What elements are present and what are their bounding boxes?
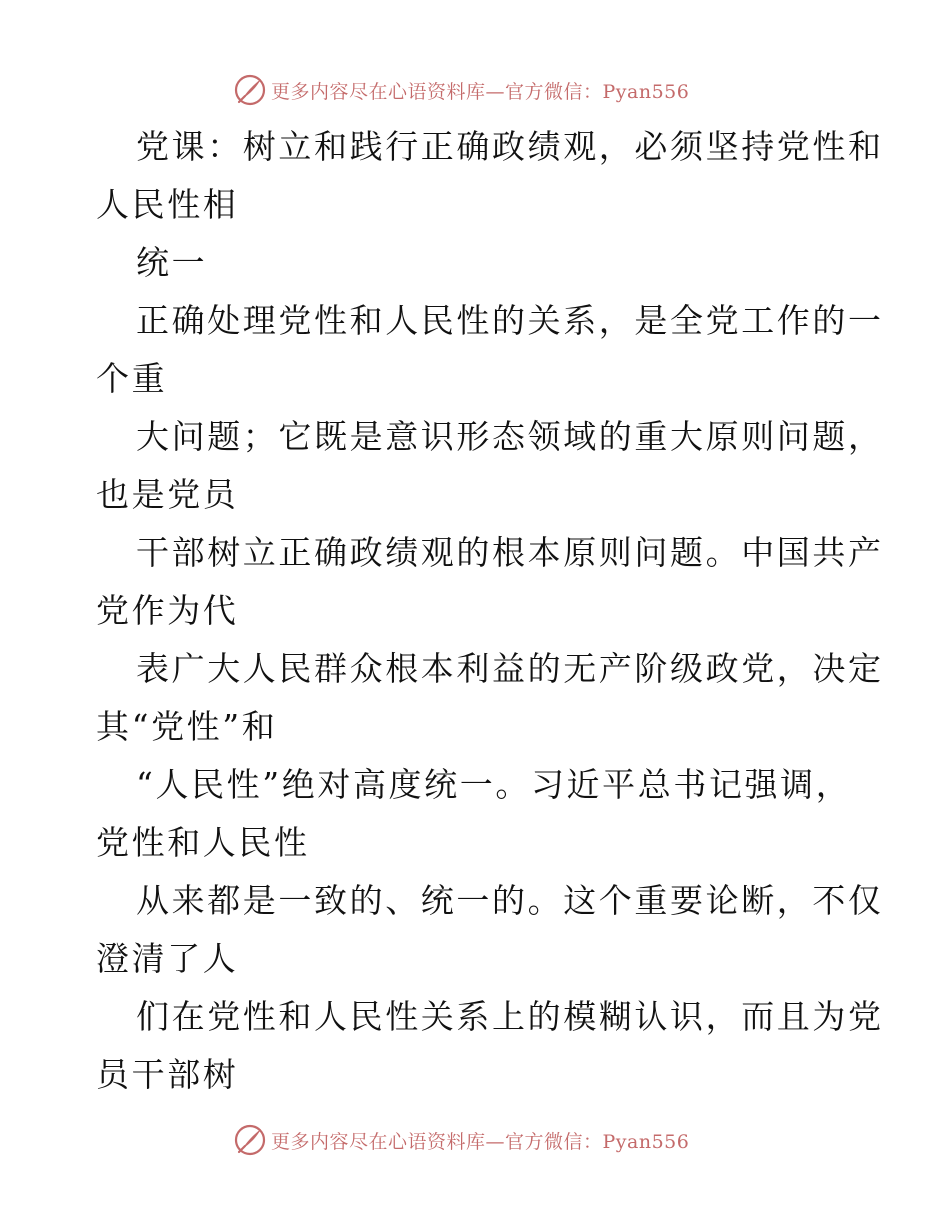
body-line: 个重 <box>96 359 168 398</box>
body-line: 其“党性”和 <box>96 707 278 746</box>
body-line: 们在党性和人民性关系上的模糊认识，而且为党 <box>136 997 884 1036</box>
header-watermark <box>233 70 689 110</box>
body-line: 党课：树立和践行正确政绩观，必须坚持党性和 <box>136 127 884 166</box>
body-line: 也是党员 <box>96 475 239 514</box>
quill-circle-logo-icon <box>233 73 267 107</box>
body-line: 统一 <box>136 243 208 282</box>
body-line: 澄清了人 <box>96 939 239 978</box>
body-line: 表广大人民群众根本利益的无产阶级政党，决定 <box>136 649 884 688</box>
body-line: 正确处理党性和人民性的关系，是全党工作的一 <box>136 301 884 340</box>
body-line: 员干部树 <box>96 1055 239 1094</box>
quill-circle-logo-icon <box>233 1123 267 1157</box>
body-line: 干部树立正确政绩观的根本原则问题。中国共产 <box>136 533 884 572</box>
body-line: “人民性”绝对高度统一。习近平总书记强调， <box>136 765 852 804</box>
body-line: 党性和人民性 <box>96 823 310 862</box>
body-line: 党作为代 <box>96 591 239 630</box>
watermark-text: 更多内容尽在心语资料库—官方微信：Pyan556 <box>271 80 690 103</box>
watermark-text: 更多内容尽在心语资料库—官方微信：Pyan556 <box>271 1130 690 1153</box>
footer-watermark <box>233 1120 689 1160</box>
body-line: 大问题；它既是意识形态领域的重大原则问题， <box>136 417 884 456</box>
document-body <box>96 118 884 1104</box>
body-line: 从来都是一致的、统一的。这个重要论断，不仅 <box>136 881 884 920</box>
body-line: 人民性相 <box>96 185 239 224</box>
